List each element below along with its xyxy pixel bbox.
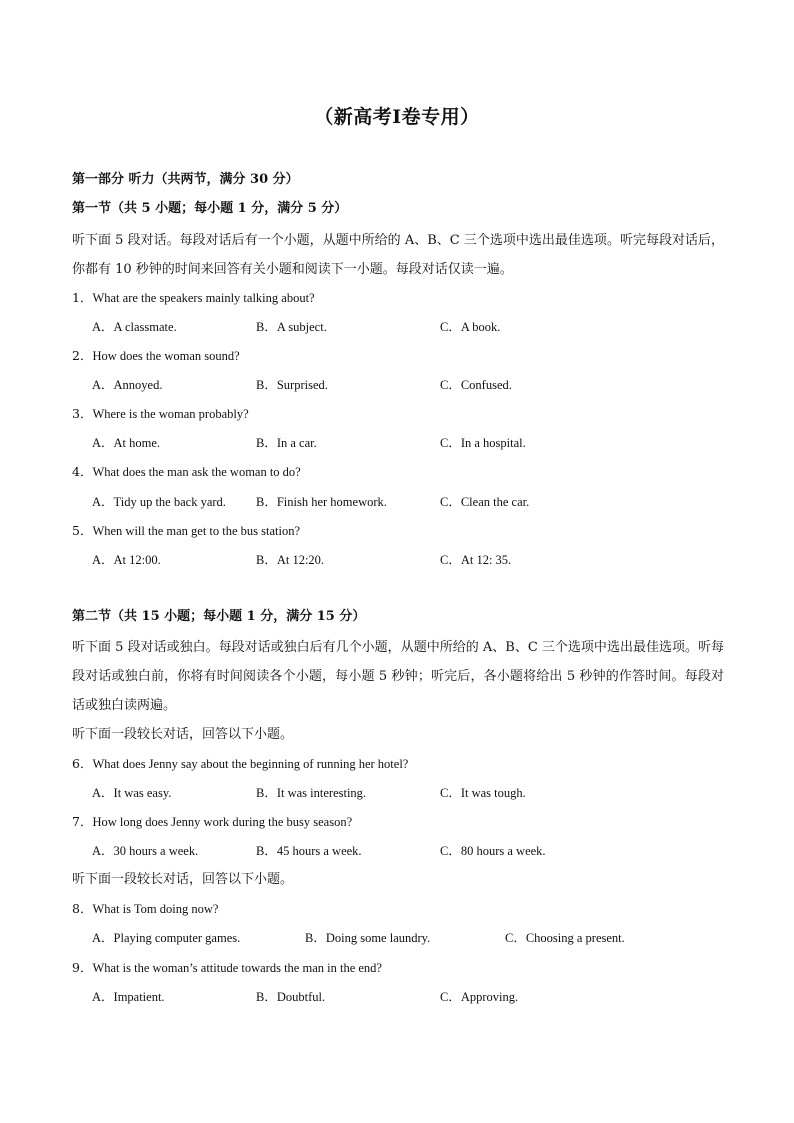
question-2-options <box>92 375 712 395</box>
option-b[interactable]: B．Surprised. <box>256 378 328 392</box>
question-text: What is the woman’s attitude towards the man in the end? <box>92 961 382 975</box>
option-c[interactable]: C．In a hospital. <box>440 436 526 450</box>
option-a[interactable]: A．Tidy up the back yard. <box>92 495 226 509</box>
option-a[interactable]: A．Playing computer games. <box>92 931 241 945</box>
option-a[interactable]: A．Annoyed. <box>92 378 163 392</box>
question-text: What are the speakers mainly talking about? <box>92 291 315 305</box>
listening-prompt: 听下面一段较长对话，回答以下小题。 <box>72 727 294 742</box>
section2-heading: 第二节（共 15 小题；每小题 1 分，满分 15 分） <box>72 609 366 624</box>
question-number: 7． <box>72 814 93 829</box>
option-c[interactable]: C．Clean the car. <box>440 495 530 509</box>
option-c[interactable]: C．At 12: 35. <box>440 553 512 567</box>
question-number: 5． <box>72 523 93 538</box>
question-number: 4． <box>72 464 93 479</box>
option-b[interactable]: B．In a car. <box>256 436 317 450</box>
part1-heading: 第一部分 听力（共两节，满分 30 分） <box>72 172 299 187</box>
question-number: 1． <box>72 290 93 305</box>
question-number: 8． <box>72 901 93 916</box>
question-7 <box>72 812 352 832</box>
question-text: How long does Jenny work during the busy season? <box>92 815 353 829</box>
option-c[interactable]: C．80 hours a week. <box>440 844 546 858</box>
option-a[interactable]: A．A classmate. <box>92 320 177 334</box>
option-b[interactable]: B．A subject. <box>256 320 327 334</box>
option-b[interactable]: B．Finish her homework. <box>256 495 387 509</box>
option-b[interactable]: B．Doing some laundry. <box>305 931 431 945</box>
question-7-options <box>92 841 712 861</box>
question-8 <box>72 899 218 919</box>
question-9-options <box>92 987 712 1007</box>
question-1-options <box>92 317 712 337</box>
question-number: 3． <box>72 406 93 421</box>
option-c[interactable]: C．Choosing a present. <box>505 931 625 945</box>
question-5-options <box>92 550 712 570</box>
option-a[interactable]: A．It was easy. <box>92 786 172 800</box>
option-b[interactable]: B．Doubtful. <box>256 990 326 1004</box>
question-6 <box>72 754 408 774</box>
section2-instructions: 听下面 5 段对话或独白。每段对话或独白后有几个小题，从题中所给的 A、B、C 三个选项中选出最佳选项。听每段对话或独白前，你将有时间阅读各个小题，每小题 5 秒钟；听完后，各小题将给出 5 秒钟的作答时间。每段对话或独白读两遍。 <box>72 640 724 713</box>
question-4-options <box>92 492 712 512</box>
question-number: 9． <box>72 960 93 975</box>
question-5 <box>72 521 300 541</box>
option-b[interactable]: B．At 12:20. <box>256 553 325 567</box>
question-3-options <box>92 433 712 453</box>
question-text: What does Jenny say about the beginning of running her hotel? <box>92 757 409 771</box>
question-8-options <box>92 928 712 948</box>
option-b[interactable]: B．It was interesting. <box>256 786 367 800</box>
option-a[interactable]: A．At 12:00. <box>92 553 161 567</box>
question-number: 2． <box>72 348 93 363</box>
listening-prompt: 听下面一段较长对话，回答以下小题。 <box>72 872 294 887</box>
question-2 <box>72 346 240 366</box>
question-text: What does the man ask the woman to do? <box>92 465 301 479</box>
question-9 <box>72 958 382 978</box>
question-4 <box>72 462 301 482</box>
question-text: When will the man get to the bus station? <box>92 524 301 538</box>
question-text: How does the woman sound? <box>92 349 240 363</box>
option-a[interactable]: A．Impatient. <box>92 990 165 1004</box>
option-c[interactable]: C．It was tough. <box>440 786 526 800</box>
section1-heading: 第一节（共 5 小题；每小题 1 分，满分 5 分） <box>72 201 348 216</box>
option-a[interactable]: A．30 hours a week. <box>92 844 199 858</box>
question-text: What is Tom doing now? <box>92 902 219 916</box>
question-number: 6． <box>72 756 93 771</box>
section1-instructions: 听下面 5 段对话。每段对话后有一个小题，从题中所给的 A、B、C 三个选项中选出最佳选项。听完每段对话后，你都有 10 秒钟的时间来回答有关小题和阅读下一小题。每段对话仅读一遍。 <box>72 233 724 277</box>
option-c[interactable]: C．Confused. <box>440 378 512 392</box>
option-a[interactable]: A．At home. <box>92 436 161 450</box>
option-c[interactable]: C．A book. <box>440 320 501 334</box>
option-c[interactable]: C．Approving. <box>440 990 519 1004</box>
question-1 <box>72 288 315 308</box>
question-3 <box>72 404 249 424</box>
question-text: Where is the woman probably? <box>92 407 249 421</box>
question-6-options <box>92 783 712 803</box>
page-title: （新高考I卷专用） <box>314 106 480 128</box>
option-b[interactable]: B．45 hours a week. <box>256 844 362 858</box>
